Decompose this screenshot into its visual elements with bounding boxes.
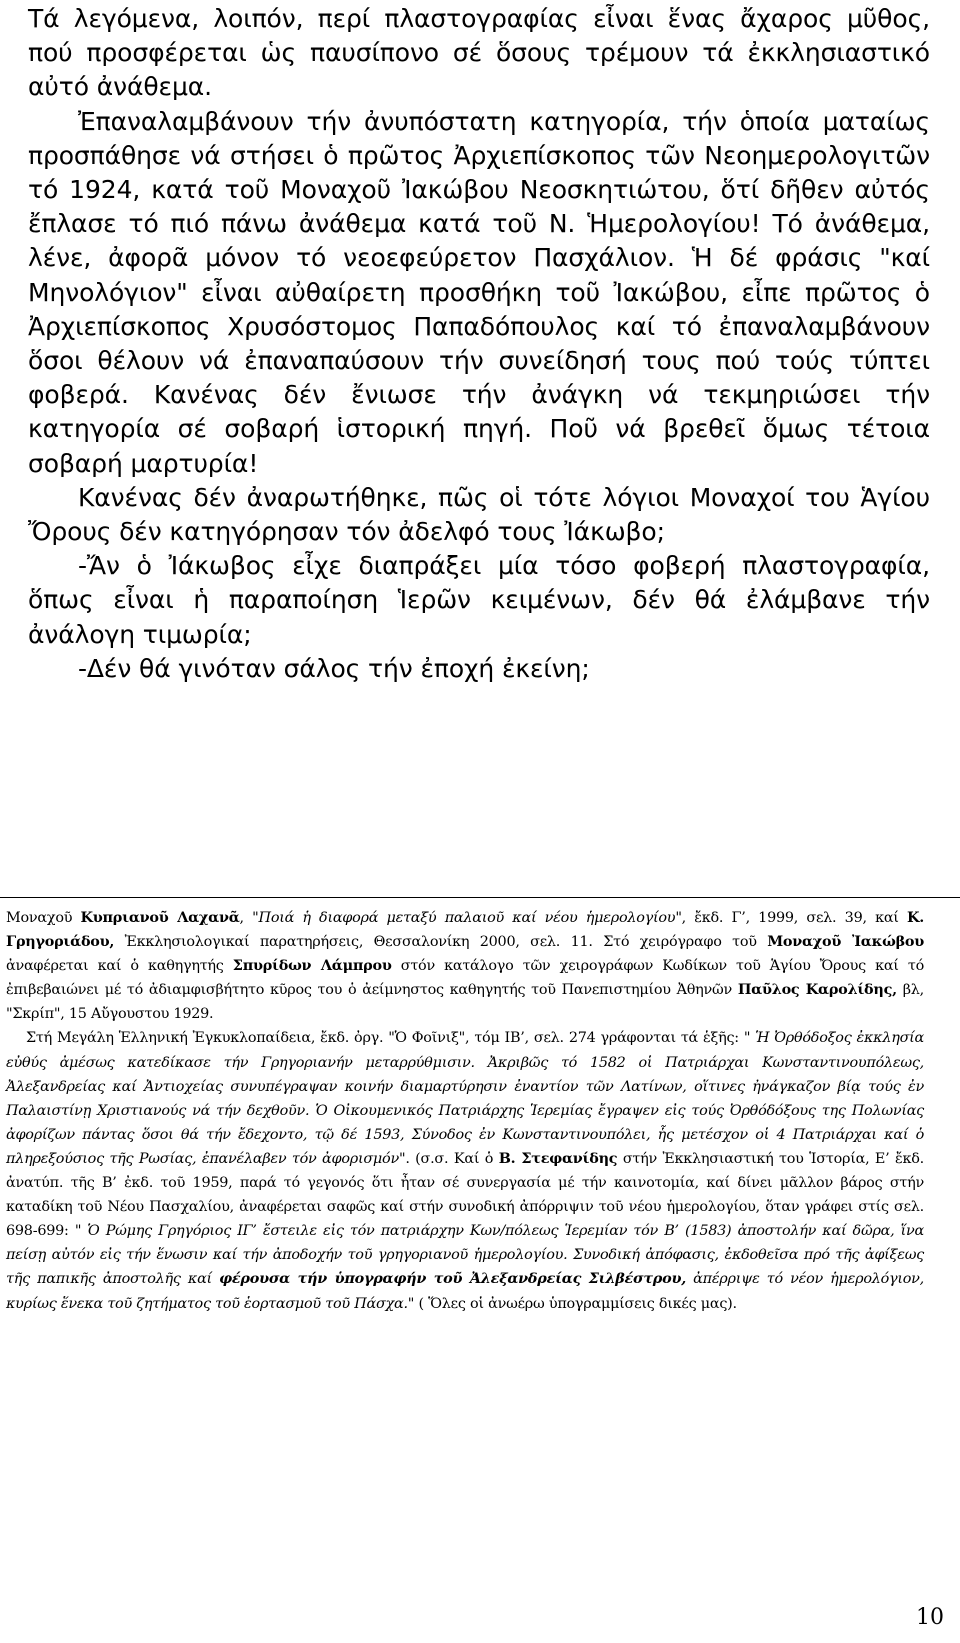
fn1-text-m: βλ, "Σκρίπ", 15 Αὔγουστου 1929. bbox=[6, 982, 924, 1023]
footnotes bbox=[6, 906, 924, 1316]
footnote-1 bbox=[6, 906, 924, 1026]
fn1-book-title: Ποιά ἡ διαφορά μεταξύ παλαιοῦ καί νέου ἡμερολογίου bbox=[258, 910, 676, 926]
fn2-text-a: Στή Μεγάλη Ἑλληνική Ἐγκυκλοπαίδεια, ἔκδ. ὀργ. "Ὁ Φοῖνιξ", τόμ ΙΒ’, σελ. 274 γράφονται τά ἑξῆς: " bbox=[26, 1030, 756, 1047]
fn1-text-i: ἀναφέρεται καί ὁ καθηγητής bbox=[6, 958, 233, 975]
footnote-2 bbox=[6, 1026, 924, 1315]
fn1-author: Κυπριανοῦ Λαχανᾶ bbox=[80, 909, 240, 926]
fn1-professor-name: Σπυρίδων Λάμπρου bbox=[232, 957, 392, 975]
paragraph-1: Τά λεγόμενα, λοιπόν, περί πλαστογραφίας εἶναι ἕνας ἄχαρος μῦθος, πού προσφέρεται ὡς παυσίπονο σέ ὅσους τρέμουν τά ἐκκλησιαστικό αὐτό ἀνάθεμα. bbox=[28, 4, 930, 102]
main-text bbox=[28, 2, 930, 686]
question-1: -Ἄν ὁ Ἰάκωβος εἶχε διαπράξει μία τόσο φοβερή πλαστογραφία, ὅπως εἶναι ἡ παραποίηση Ἱερῶν κειμένων, δέν θά ἐλάμβανε τήν ἀνάλογη τιμωρία; bbox=[28, 551, 930, 649]
paragraph-3: Κανένας δέν ἀναρωτήθηκε, πῶς οἱ τότε λόγιοι Μοναχοί του Ἁγίου Ὄρους δέν κατηγόρησαν τόν ἀδελφό τους Ἰάκωβο; bbox=[28, 482, 930, 547]
fn1-text-g: Ἐκκλησιολογικαί παρατηρήσεις, Θεσσαλονίκη 2000, σελ. 11. Στό χειρόγραφο τοῦ bbox=[114, 934, 768, 951]
fn1-text-e: ", ἔκδ. Γ’, 1999, σελ. 39, καί bbox=[675, 910, 907, 926]
fn2-quote-1: Ἡ Ὀρθόδοξος ἐκκλησία εὐθύς ἀμέσως κατεδίκασε τήν Γρηγοριανήν μεταρρύθμισιν. Ἀκριβῶς τό 1582 οἱ Πατριάρχαι Κωνσταντινουπόλεως, Ἀλεξανδρείας καί Ἀντιοχείας συνυπέγραψαν κοινήν διαμαρτύρησιν ἐναντίον τῶν Λατίνων, οἵτινες ἠνάγκαζον βίᾳ τούς ἐν Παλαιστίνῃ Χριστιανούς νά τήν δεχθοῦν. Ὁ Οἰκουμενικός Πατριάρχης Ἱερεμίας ἔγραψεν εἰς τούς Ὀρθόδόξους της Πολωνίας ἀφορίζων πάντας ὅσοι θά τήν ἔδεχοντο, τῷ δέ 1593, Σύνοδος ἐν Κωνσταντινουπόλει, ἧς μετέσχον οἱ 4 Πατριάρχαι καί ὁ πληρεξούσιος τῆς Ρωσίας, ἐπανέλαβεν τόν ἀφορισμόν bbox=[6, 1030, 924, 1167]
page-number: 10 bbox=[916, 1605, 944, 1630]
paragraph-2: Ἐπαναλαμβάνουν τήν ἀνυπόστατη κατηγορία, τήν ὁποία ματαίως προσπάθησε νά στήσει ὁ πρῶτος Ἀρχιεπίσκοπος τῶν Νεοημερολογιτῶν τό 1924, κατά τοῦ Μοναχοῦ Ἰακώβου Νεοσκητιώτου, ὅτί δῆθεν αὐτός ἔπλασε τό πιό πάνω ἀνάθεμα κατά τοῦ Ν. Ἡμερολογίου! Τό ἀνάθεμα, λένε, ἀφορᾶ μόνον τό νεοεφεύρετον Πασχάλιον. Ἡ δέ φράσις "καί Μηνολόγιον" εἶναι αὐθαίρετη προσθήκη τοῦ Ἰακώβου, εἶπε πρῶτος ὁ Ἀρχιεπίσκοπος Χρυσόστομος Παπαδόπουλος καί τό ἐπαναλαμβάνουν ὅσοι θέλουν νά ἐπαναπαύσουν τήν συνείδησή τους πού τούς τύπτει φοβερά. Κανένας δέν ἔνιωσε τήν ἀνάγκη νά τεκμηριώσει τήν κατηγορία σέ σοβαρή ἱστορική πηγή. Ποῦ νά βρεθεῖ ὅμως τέτοια σοβαρή μαρτυρία! bbox=[28, 106, 930, 478]
fn2-text-e: στήν Ἐκκλησιαστική του Ἱστορία, Ε’ ἔκδ. ἀνατύπ. τῆς Β’ ἐκδ. τοῦ 1959, παρά τό γεγονός ὅτι ἦταν σέ συνεργασία μέ τήν καινοτομία, καί δίνει μᾶλλον βάρος στήν καταδίκη τοῦ Νέου Πασχαλίου, ἀναφέρεται σαφῶς καί στήν συνοδική ἀπόρριψιν τοῦ νέου ἡμερολογίου, ὅταν γράφει στίς σελ. 698-699: " bbox=[6, 1150, 924, 1240]
fn2-text-c: ". (σ.σ. Καί ὁ bbox=[398, 1150, 499, 1167]
question-2: -Δέν θά γινόταν σάλος τήν ἐποχή ἐκείνη; bbox=[78, 653, 590, 683]
fn1-text-k: στόν κατάλογο τῶν χειρογράφων Κωδίκων τοῦ Ἁγίου Ὄρους καί τό ἐπιβεβαιώνει μέ τό ἀδιαμφισβήτητο κῦρος του ὁ ἀείμνηστος καθηγητής τοῦ Πανεπιστημίου Ἀθηνῶν bbox=[6, 958, 924, 999]
fn2-author: Β. Στεφανίδης bbox=[498, 1149, 618, 1167]
fn1-monk-name: Μοναχοῦ Ἰακώβου bbox=[767, 933, 925, 951]
fn2-text-i: " ( Ὅλες οἱ ἀνωέρω ὑπογραμμίσεις δικές μας). bbox=[407, 1295, 737, 1312]
fn2-quote-2: Ὁ Ρώμης Γρηγόριος ΙΓ’ ἔστειλε εἰς τόν πατριάρχην Κων/πόλεως Ἱερεμίαν τόν Β’ (1583) ἀποστολήν καί δῶρα, ἵνα πείσῃ αὐτόν εἰς τήν ἕνωσιν καί τήν ἀποδοχήν τοῦ γρηγοριανοῦ ἡμερολογίου. Συνοδική ἀπόφασις, ἐκδοθεῖσα πρό τῆς ἀφίξεως τῆς παπικῆς ἀποστολῆς καί bbox=[6, 1223, 924, 1288]
footnote-separator bbox=[0, 897, 960, 898]
fn1-professor-2: Παῦλος Καρολίδης, bbox=[737, 981, 897, 999]
fn1-author-2: Κ. Γρηγοριάδου, bbox=[6, 909, 924, 951]
fn1-text-a: Μοναχοῦ bbox=[6, 910, 81, 926]
fn1-text-c: , " bbox=[239, 910, 259, 926]
fn2-quote-3: ἀπέρριψε τό νέον ἡμερολόγιον, κυρίως ἕνεκα τοῦ ζητήματος τοῦ ἑορτασμοῦ τοῦ Πάσχα. bbox=[6, 1271, 925, 1312]
fn2-quote-emphasis: φέρουσα τήν ὑπογραφήν τοῦ Ἀλεξανδρείας Σιλβέστρου, bbox=[219, 1270, 686, 1288]
